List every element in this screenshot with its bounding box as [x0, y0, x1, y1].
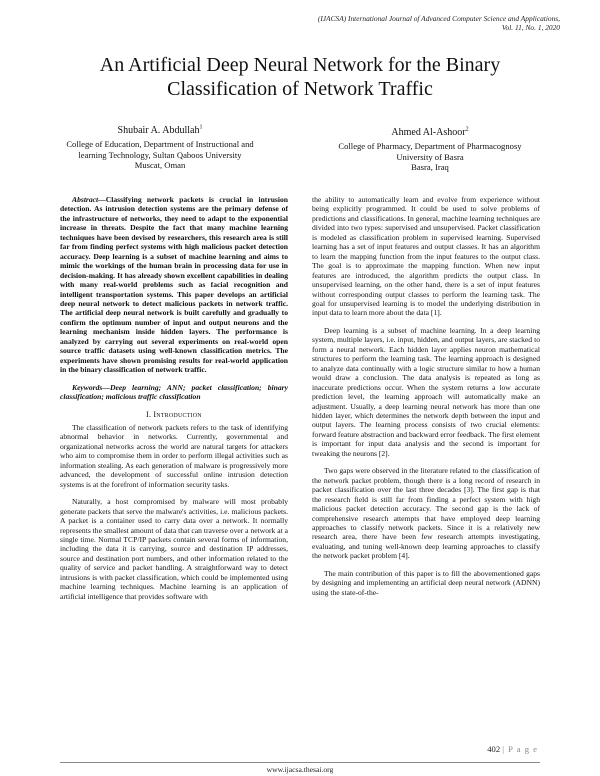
keywords: Keywords—Deep learning; ANN; packet classification; binary classification; malicious traffic classification: [60, 382, 288, 402]
intro-paragraph-2: Naturally, a host compromised by malware will most probably generate packets that serve the malware's activities, i.e. malicious packets. A packet is a container used to carry data over a network. It normally represents the smallest amount of data that can traverse over a network at a single time. Normal TCP/IP packets contain several forms of information, including the data it is carrying, source and destination IP addresses, source and destination port numbers, and other information related to the quality of service and packet handling. A straightforward way to detect intrusions is with packet classification, which could be implemented using machine learning techniques. Machine learning is an application of artificial intelligence that provides software with: [60, 497, 288, 601]
footer-url: www.ijacsa.thesai.org: [266, 765, 334, 774]
left-column: [60, 195, 288, 601]
author-name-2: Ahmed Al-Ashoor$^2$: [391, 126, 469, 138]
abstract: [60, 195, 288, 375]
author-sup-2: 2: [465, 126, 469, 133]
right-paragraph-3: Two gaps were observed in the literature related to the classification of the network packet problem, though there is a long record of research in packet classification over the last three decades [3]. The first gap is that the research field is still far from finding a perfect system with high malicious packet detection accuracy. The second gap is the lack of comprehensive research attempts that have employed deep learning approaches to classify network packets. Since it is a relatively new research area, there have been few research attempts investigating, evaluating, and tuning well-known deep learning approaches to classify the network packet problem [4].: [312, 466, 540, 561]
paper-title: [40, 53, 560, 101]
journal-header-line1: (IJACSA) International Journal of Advanced Computer Science and Applications,: [317, 14, 560, 23]
journal-header-line2: Vol. 11, No. 1, 2020: [501, 23, 560, 32]
author-affiliation-2c: Basra, Iraq: [411, 162, 449, 173]
author-name-1: Shubair A. Abdullah$^1$: [117, 124, 203, 136]
section-heading-introduction: I. Introduction: [146, 409, 202, 419]
abstract-lead: Abstract—: [72, 195, 106, 204]
author-sup-1: 1: [199, 124, 203, 131]
right-paragraph-1: the ability to automatically learn and evolve from experience without being explicitly programmed. It could be used to solve problems of predictions and classifications. In general, machine learning techniques are divided into two types: supervised and unsupervised. Packet classification is modeled as classification problem in supervised learning. Supervised learning has a set of input features and output classes. It has an algorithm to learn the mapping function from the input features to the output class. The goal is to approximate the mapping function. When new input features are introduced, the algorithm predicts the output class. In unsupervised learning, on the other hand, there is a set of input features without corresponding output classes to perform the learning task. The goal for unsupervised learning is to model the underlying distribution in input data to learn more about the data [1].: [312, 195, 540, 318]
right-paragraph-4: The main contribution of this paper is to fill the abovementioned gaps by designing and implementing an artificial deep neural network (ADNN) using the state-of-the-: [312, 568, 540, 597]
page-label: | P a g e: [502, 744, 538, 754]
abstract-text: Classifying network packets is crucial in intrusion detection. As intrusion detection systems are the primary defense of the infrastructure of networks, they need to adapt to the exponential increase in threats. Despite the fact that many machine learning techniques have been devised by researchers, this research area is still far from finding perfect systems with high malicious packet detection accuracy. Deep learning is a subset of machine learning and aims to mimic the workings of the human brain in processing data for use in decision-making. It has already shown excellent capabilities in dealing with many real-world problems such as facial recognition and intelligent transportation systems. This paper develops an artificial deep neural network to detect malicious packets in network traffic. The artificial deep neural network is built carefully and gradually to confirm the optimum number of input and output neurons and the learning mechanism inside hidden layers. The performance is analyzed by carrying out several experiments on real-world open source traffic datasets using well-known classification metrics. The experiments have shown promising results for real-world application in the binary classification of network traffic.: [60, 195, 288, 375]
intro-paragraph-1: The classification of network packets refers to the task of identifying abnormal behavior in networks. Currently, governmental and organizational networks across the world are natural targets for attackers who aim to compromise them in order to perform illegal activities such as information stealing. As each generation of malware is progressively more advanced, the development of successful online intrusion detection systems is at the forefront of information security tasks.: [60, 422, 288, 489]
page-number-value: 402: [487, 744, 501, 754]
paper-title-line2: Classification of Network Traffic: [167, 78, 433, 100]
paper-title-line1: An Artificial Deep Neural Network for the Binary: [99, 54, 501, 76]
author-affiliation-1c: Muscat, Oman: [134, 160, 186, 171]
right-paragraph-2: Deep learning is a subset of machine learning. In a deep learning system, multiple layers, i.e. input, hidden, and output layers, are stacked to form a neural network. Each hidden layer applies neuron mathematical structures to perform the learning task. The learning approach is designed to analyze data continually with a logic structure similar to how a human would draw a conclusion. The data analysis is repeated as long as inaccurate predictions occur. When the system returns a low accurate prediction level, the learning approach will automatically make an adjustment. Usually, a deep learning neural network has more than one hidden layer, which determines the network depth between the input and output layers. The learning process consists of two crucial elements: forward feature abstraction and backward error feedback. The first element is important for input data analysis and the second is important for tweaking the neurons [2].: [312, 325, 540, 458]
author-affiliation-1b: learning Technology, Sultan Qaboos University: [78, 149, 242, 160]
author-affiliation-2a: College of Pharmacy, Department of Pharmacognosy: [338, 141, 522, 151]
author-affiliation-2b: University of Basra: [396, 151, 464, 162]
author-block-2: [330, 124, 530, 173]
page-number: [487, 744, 538, 754]
author-block-1: [60, 124, 260, 171]
footer-divider: [60, 762, 540, 763]
right-column: [312, 195, 540, 597]
author-affiliation-1a: College of Education, Department of Instructional and: [66, 139, 254, 149]
